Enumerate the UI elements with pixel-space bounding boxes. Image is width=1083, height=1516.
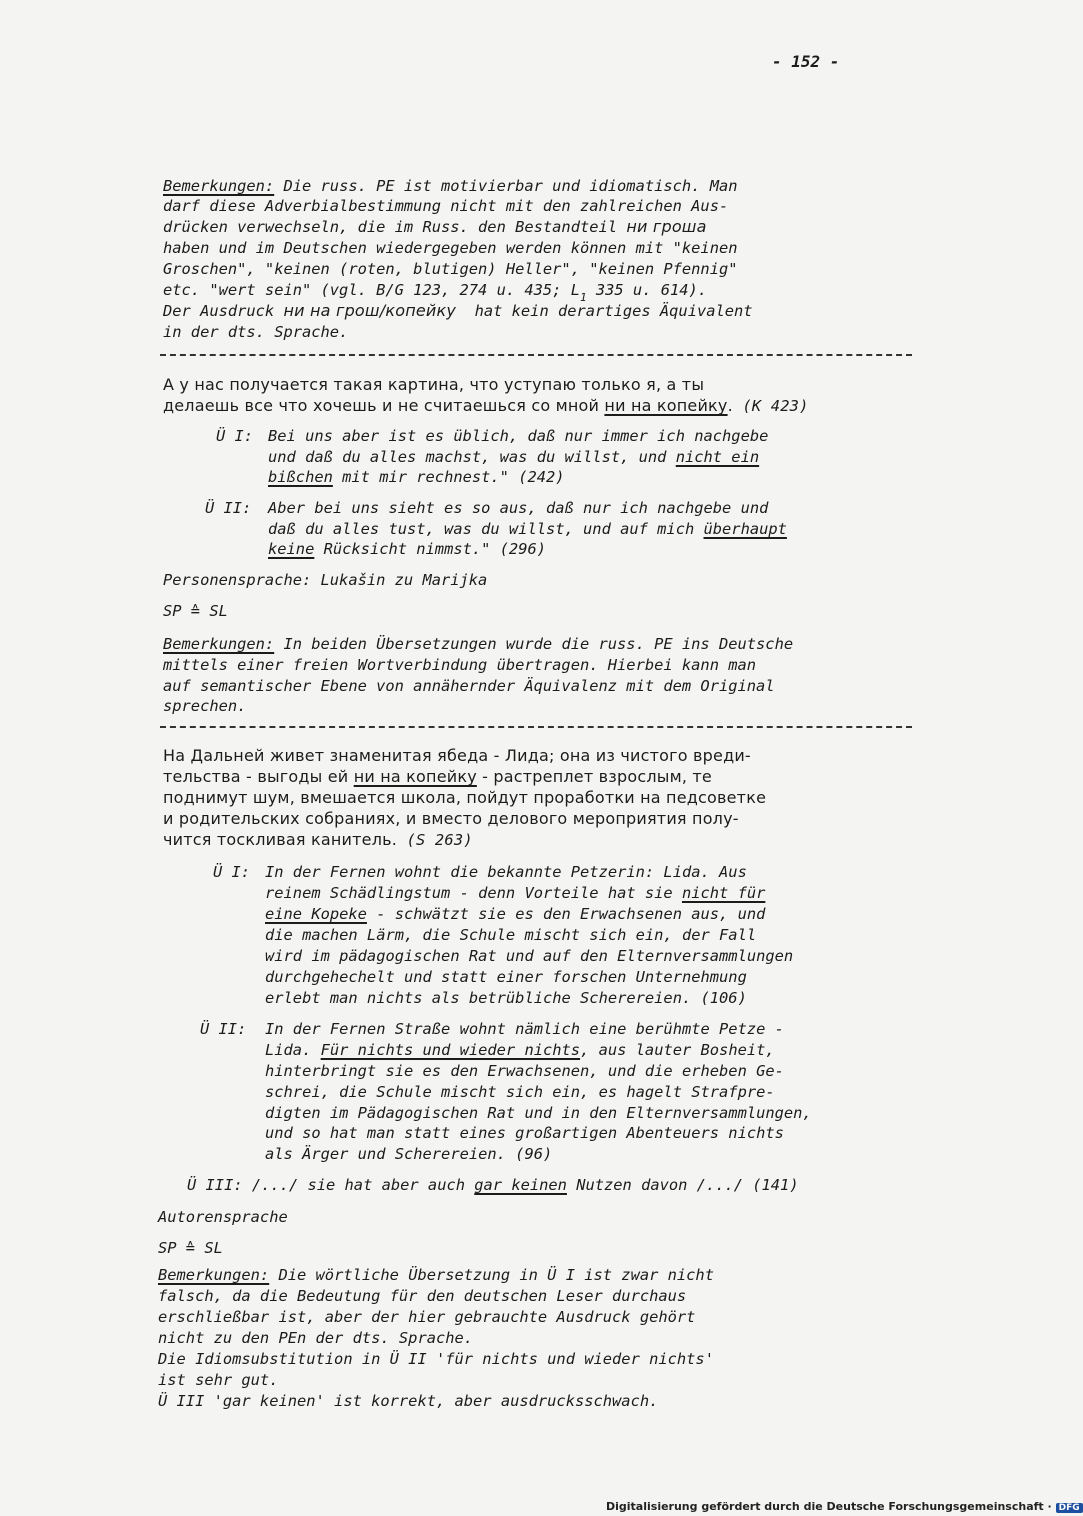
speaker-line: Autorensprache (158, 1208, 288, 1226)
separator-line (160, 726, 912, 728)
remark-line: Der Ausdruck ни на грош/копейку hat kein derartiges Äquivalent (163, 301, 753, 320)
translation-line: digten im Pädagogischen Rat und in den Elternversammlungen, (265, 1104, 812, 1122)
translation-line: Lida. Für nichts und wieder nichts, aus lauter Bosheit, (265, 1041, 775, 1059)
translation-line: erlebt man nichts als betrübliche Scherereien. (106) (265, 989, 747, 1007)
remark-label: Bemerkungen: (163, 635, 275, 653)
translation-line: als Ärger und Scherereien. (96) (265, 1145, 553, 1163)
translation-label: Ü I: (213, 863, 251, 881)
remark-line: auf semantischer Ebene von annähernder Äquivalenz mit dem Original (163, 677, 775, 695)
dfg-logo: DFG (1056, 1503, 1083, 1513)
russian-quote-line: тельства - выгоды ей ни на копейку - растреплет взрослым, те (163, 767, 712, 786)
translation-line: reinem Schädlingstum - denn Vorteile hat sie nicht für (265, 884, 766, 902)
translation-line: keine Rücksicht nimmst." (296) (268, 540, 546, 558)
russian-quote-line: чится тоскливая канитель. (S 263) (163, 830, 473, 849)
russian-quote-line: На Дальней живет знаменитая ябеда - Лида; она из чистого вреди- (163, 746, 751, 765)
remark-line: Bemerkungen: In beiden Übersetzungen wurde die russ. PE ins Deutsche (163, 635, 794, 653)
russian-quote-line: и родительских собраниях, и вместо делового мероприятия полу- (163, 809, 739, 828)
idiom-underlined: ни на копейку (353, 767, 477, 786)
source-ref: (K 423) (732, 397, 809, 415)
translation-line: In der Fernen wohnt die bekannte Petzerin: Lida. Aus (265, 863, 747, 881)
separator-line (160, 354, 912, 356)
remark-line: falsch, da die Bedeutung für den deutschen Leser durchaus (158, 1287, 687, 1305)
translation-line: In der Fernen Straße wohnt nämlich eine berühmte Petze - (265, 1020, 784, 1038)
translation-label: Ü III: (187, 1176, 243, 1194)
remark-line: Groschen", "keinen (roten, blutigen) Heller", "keinen Pfennig" (163, 260, 738, 278)
translation-line: Ü III: /.../ sie hat aber auch gar keinen Nutzen davon /.../ (141) (187, 1176, 799, 1194)
russian-phrase: ни на грош/копейку (283, 301, 457, 320)
remark-line: erschließbar ist, aber der hier gebrauchte Ausdruck gehört (158, 1308, 696, 1326)
translation-line: Aber bei uns sieht es so aus, daß nur ich nachgebe und (268, 499, 769, 517)
translation-line: Bei uns aber ist es üblich, daß nur immer ich nachgebe (268, 427, 769, 445)
idiom-underlined: ни на копейку (604, 396, 728, 415)
remark-line: etc. "wert sein" (vgl. B/G 123, 274 u. 435; $L_1$ 335 u. 614). (163, 281, 708, 304)
speaker-line: Personensprache: Lukašin zu Marijka (163, 571, 488, 589)
translation-line: durchgehechelt und statt einer forschen Unternehmung (265, 968, 747, 986)
translation-line: wird im pädagogischen Rat und auf den Elternversammlungen (265, 947, 794, 965)
remark-line: in der dts. Sprache. (163, 323, 349, 341)
remark-line: sprechen. (163, 697, 247, 715)
russian-quote-line: делаешь все что хочешь и не считаешься со мной ни на копейку. (K 423) (163, 396, 809, 415)
sp-sl-line: SP ≙ SL (158, 1239, 223, 1257)
remark-line: mittels einer freien Wortverbindung übertragen. Hierbei kann man (163, 656, 757, 674)
russian-phrase: ни гроша (626, 217, 707, 236)
remark-label: Bemerkungen: (163, 177, 275, 195)
translation-line: und daß du alles machst, was du willst, und nicht ein (268, 448, 760, 466)
translation-line: die machen Lärm, die Schule mischt sich ein, der Fall (265, 926, 757, 944)
remark-line: Ü III 'gar keinen' ist korrekt, aber ausdrucksschwach. (158, 1392, 659, 1410)
remark-line: haben und im Deutschen wiedergegeben werden können mit "keinen (163, 239, 738, 257)
remark-line: nicht zu den PEn der dts. Sprache. (158, 1329, 474, 1347)
translation-label: Ü I: (216, 427, 254, 445)
translation-line: daß du alles tust, was du willst, und auf mich überhaupt (268, 520, 787, 538)
sp-sl-line: SP ≙ SL (163, 602, 228, 620)
translation-line: bißchen mit mir rechnest." (242) (268, 468, 565, 486)
translation-line: und so hat man statt eines großartigen Abenteuers nichts (265, 1124, 784, 1142)
translation-line: hinterbringt sie es den Erwachsenen, und die erheben Ge- (265, 1062, 784, 1080)
translation-line: eine Kopeke - schwätzt sie es den Erwachsenen aus, und (265, 905, 766, 923)
footer-credit: Digitalisierung gefördert durch die Deutsche Forschungsgemeinschaft · DFG (606, 1500, 1083, 1513)
remark-line: ist sehr gut. (158, 1371, 279, 1389)
translation-line: schrei, die Schule mischt sich ein, es hagelt Strafpre- (265, 1083, 775, 1101)
translation-label: Ü II: (205, 499, 252, 517)
remark-line: drücken verwechseln, die im Russ. den Bestandteil ни гроша (163, 217, 707, 236)
remark-line: Bemerkungen: Die wörtliche Übersetzung in Ü I ist zwar nicht (158, 1266, 714, 1284)
translation-label: Ü II: (200, 1020, 247, 1038)
remark-line: darf diese Adverbialbestimmung nicht mit den zahlreichen Aus- (163, 197, 729, 215)
remark-label: Bemerkungen: (158, 1266, 270, 1284)
russian-quote-line: поднимут шум, вмешается школа, пойдут проработки на педсоветке (163, 788, 767, 807)
russian-quote-line: А у нас получается такая картина, что уступаю только я, а ты (163, 375, 705, 394)
page-number: - 152 - (772, 52, 840, 71)
source-ref: (S 263) (397, 831, 473, 849)
remark-line: Die Idiomsubstitution in Ü II 'für nichts und wieder nichts' (158, 1350, 714, 1368)
remark-line: Bemerkungen: Die russ. PE ist motivierbar und idiomatisch. Man (163, 177, 738, 195)
